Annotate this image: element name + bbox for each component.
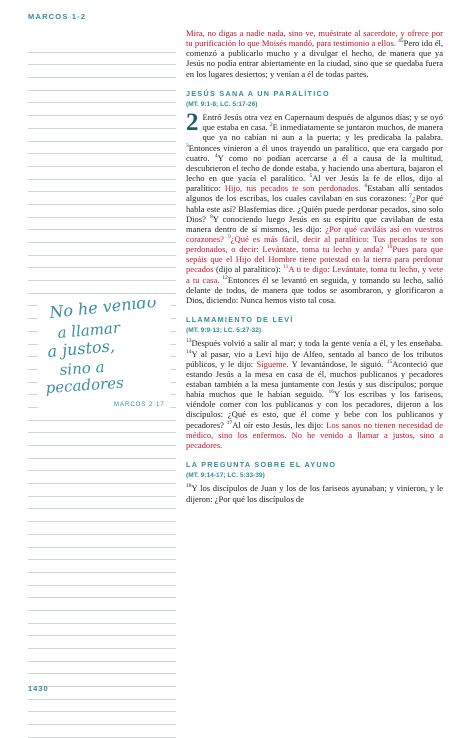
note-line	[28, 218, 176, 231]
verse-number: 5	[309, 173, 313, 180]
verse-text: Y los escribas y los fariseos, viéndole comer con los publicanos y con los pecadores, dijeron a los discípulos: ¿Qué es esto, que él come y bebe con los publicanos y pecadores?	[186, 389, 444, 430]
note-line	[28, 573, 176, 586]
note-line	[28, 611, 176, 624]
note-line	[28, 65, 176, 78]
verse-text: Aconteció que estando Jesús a la mesa en casa de él, muchos publicanos y pecadores estaban también a la mesa juntamente con Jesús y sus discípulos; porque había muchos que le habían seguido.	[186, 358, 443, 400]
verse-text: Al ver Jesús la fe de ellos, dijo al paralítico:	[186, 173, 443, 194]
note-line	[28, 471, 176, 484]
note-line	[28, 636, 176, 649]
note-line	[28, 712, 176, 725]
verse-text: Y conociendo luego Jesús en su espíritu que cavilaban de esta manera dentro de sí mismos, les dijo:	[186, 213, 443, 234]
verse-number: 13	[186, 338, 192, 345]
art-line-3: a justos,	[46, 336, 116, 361]
verse-number: 11	[283, 264, 289, 271]
note-line	[28, 509, 176, 522]
red-letter-text: Hijo, tus pecados te son perdonados.	[224, 183, 361, 194]
verse-number: 4	[214, 152, 218, 159]
verse-text: (dijo al paralítico):	[215, 264, 281, 275]
note-line	[28, 167, 176, 180]
red-letter-text: Mira, no digas a nadie nada, sino ve, muéstrate al sacerdote, y ofrece por tu purificación lo que Moisés mandó, para testimonio a ellos.	[186, 28, 443, 49]
verse-text: E inmediatamente se juntaron muchos, de manera que ya no cabían ni aun a la puerta; y les predicaba la palabra.	[202, 122, 444, 143]
red-letter-text: Sígueme.	[256, 358, 289, 369]
verse-number: 15	[386, 358, 393, 365]
note-line	[28, 154, 176, 167]
verse-text: Entonces vinieron a él unos trayendo un paralítico, que era cargado por cuatro.	[186, 142, 443, 163]
note-line	[28, 459, 176, 472]
verse-number: 7	[409, 193, 413, 200]
scripture-column	[186, 28, 443, 504]
verse-number: 16	[328, 389, 334, 396]
note-line	[28, 243, 176, 256]
note-line	[28, 674, 176, 687]
note-line	[28, 560, 176, 573]
note-line	[28, 180, 176, 193]
verse-artwork	[38, 300, 170, 410]
note-line	[28, 535, 176, 548]
running-head: MARCOS 1-2	[28, 12, 87, 21]
note-line	[28, 421, 176, 434]
verse-number: 14	[186, 348, 192, 355]
verse-text: Y como no podían acercarse a él a causa de la multitud, descubrieron el techo de donde estaba, y haciendo una abertura, bajaron el lecho en que yacía el paralítico.	[186, 152, 443, 184]
verse-text: Y al pasar, vio a Leví hijo de Alfeo, sentado al banco de los tributos públicos, y le dijo:	[186, 348, 443, 369]
note-line	[28, 548, 176, 561]
note-line	[28, 192, 176, 205]
note-line	[28, 268, 176, 281]
verse-text: Y los discípulos de Juan y los de los fariseos ayunaban; y vinieron, y le dijeron: ¿Por qué los discípulos de	[186, 483, 443, 504]
verse-lettering-art	[38, 300, 170, 410]
section-paragraph	[186, 338, 443, 450]
verse-text: Entró Jesús otra vez en Capernaum después de algunos días; y se oyó que estaba en casa.	[202, 112, 443, 133]
note-line	[28, 700, 176, 713]
note-line	[28, 662, 176, 675]
art-reference: MARCOS 2:17	[114, 402, 165, 408]
red-letter-text: A ti te digo: Levántate, toma tu lecho, y vete a tu casa.	[186, 264, 444, 285]
note-line	[28, 78, 176, 91]
verse-number: 2	[269, 122, 273, 129]
verse-number: 18	[186, 483, 192, 490]
verse-text: Entonces él se levantó en seguida, y tomando su lecho, salió delante de todos, de manera que todos se asombraron, y glorificaron a Dios, diciendo: Nunca hemos visto tal cosa.	[186, 274, 443, 305]
note-line	[28, 624, 176, 637]
note-line	[28, 649, 176, 662]
note-line	[28, 103, 176, 116]
note-line	[28, 522, 176, 535]
art-line-2: a llamar	[56, 318, 121, 342]
section-heading: LLAMAMIENTO DE LEVÍ	[186, 315, 294, 325]
note-line	[28, 484, 176, 497]
verse-number: 45	[398, 38, 404, 45]
note-line	[28, 256, 176, 269]
cross-reference: (MT. 9:9-13; LC. 5:27-32)	[186, 327, 262, 335]
page-number: 1430	[28, 684, 49, 693]
verse-number: 3	[186, 142, 189, 149]
note-line	[28, 91, 176, 104]
chapter-paragraph	[186, 109, 444, 305]
intro-paragraph	[186, 28, 443, 79]
cross-reference: (MT. 9:14-17; LC. 5:33-39)	[186, 472, 265, 480]
verse-number: 8	[209, 213, 213, 220]
note-line	[28, 205, 176, 218]
verse-text: ¿Por qué habla este así? Blasfemias dice. ¿Quién puede perdonar pecados, sino solo Dios?	[186, 193, 443, 224]
note-line	[28, 142, 176, 155]
note-line	[28, 497, 176, 510]
verse-number: 17	[226, 419, 233, 426]
note-line	[28, 230, 176, 243]
note-line	[28, 446, 176, 459]
note-line	[28, 586, 176, 599]
note-line	[28, 40, 176, 53]
section-heading: LA PREGUNTA SOBRE EL AYUNO	[186, 460, 337, 470]
note-line	[28, 129, 176, 142]
section-heading: JESÚS SANA A UN PARALÍTICO	[186, 88, 330, 98]
cross-reference: (MT. 9:1-8; LC. 5:17-26)	[186, 100, 258, 108]
art-line-5: pecadores	[45, 373, 125, 397]
note-line	[28, 433, 176, 446]
verse-number: 6	[364, 183, 368, 190]
verse-number: 12	[222, 274, 228, 281]
note-line	[28, 116, 176, 129]
verse-text: Después volvió a salir al mar; y toda la gente venía a él, y les enseñaba.	[191, 338, 443, 349]
note-line	[28, 725, 176, 738]
section-paragraph	[186, 483, 443, 503]
note-line	[28, 598, 176, 611]
verse-text: Al oír esto Jesús, les dijo:	[232, 419, 324, 430]
note-line	[28, 53, 176, 66]
red-letter-text: ¿Por qué caviláis así en vuestros corazones?	[186, 223, 443, 244]
chapter-number: 2	[186, 109, 199, 137]
art-line-4: sino a	[59, 357, 106, 379]
verse-number: 10	[386, 244, 393, 251]
red-letter-text: ¿Qué es más fácil, decir al paralítico: Tus pecados te son perdonados, o decir: Levántate, toma tu lecho y anda?	[186, 233, 444, 255]
verse-number: 9	[228, 234, 231, 241]
verse-text: Estaban allí sentados algunos de los escribas, los cuales cavilaban en sus corazones:	[186, 183, 443, 204]
note-line	[28, 687, 176, 700]
note-line	[28, 281, 176, 294]
red-letter-text: Pues para que sepáis que el Hijo del Hombre tiene potestad en la tierra para perdonar pecados	[186, 244, 444, 275]
verse-text: Pero ido él, comenzó a publicarlo mucho y a divulgar el hecho, de manera que ya Jesús no podía entrar abiertamente en la ciudad, sino que se quedaba fuera en los lugares desiertos; y venían a él de todas partes.	[186, 38, 443, 79]
art-line-1: No he venido	[48, 300, 158, 322]
red-letter-text: Los sanos no tienen necesidad de médico, sino los enfermos. No he venido a llamar a justos, sino a pecadores.	[186, 419, 443, 450]
verse-text: Y levantándose, le siguió.	[291, 358, 384, 369]
